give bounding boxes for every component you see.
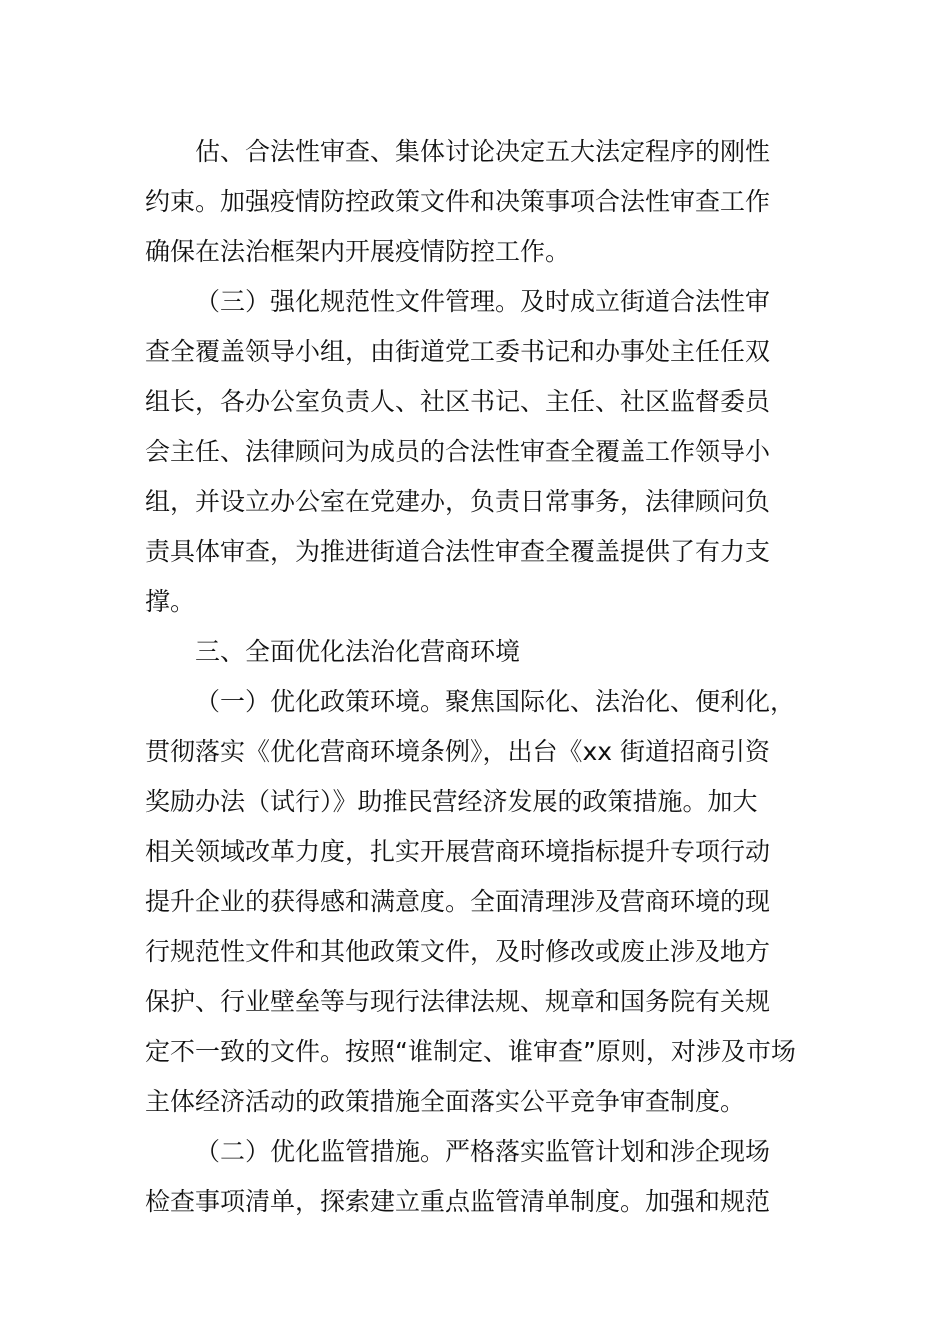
text-line: 检查事项清单，探索建立重点监管清单制度。加强和规范 <box>145 1187 771 1216</box>
text-line: 主体经济活动的政策措施全面落实公平竞争审查制度。 <box>145 1087 746 1116</box>
text-line: 行规范性文件和其他政策文件，及时修改或废止涉及地方 <box>145 937 771 966</box>
text-line: 确保在法治框架内开展疫情防控工作。 <box>145 237 571 266</box>
text-line: 估、合法性审查、集体讨论决定五大法定程序的刚性 <box>195 137 771 166</box>
text-line: 责具体审查，为推进街道合法性审查全覆盖提供了有力支 <box>145 537 771 566</box>
text-line: 贯彻落实《优化营商环境条例》，出台《xx 街道招商引资 <box>145 737 771 766</box>
text-line: 三、全面优化法治化营商环境 <box>195 637 521 666</box>
text-line: 会主任、法律顾问为成员的合法性审查全覆盖工作领导小 <box>145 437 771 466</box>
text-line: （一）优化政策环境。聚焦国际化、法治化、便利化， <box>195 687 796 716</box>
text-line: 查全覆盖领导小组，由街道党工委书记和办事处主任任双 <box>145 337 771 366</box>
text-line: 约束。加强疫情防控政策文件和决策事项合法性审查工作 <box>145 187 771 216</box>
text-line: （二）优化监管措施。严格落实监管计划和涉企现场 <box>195 1137 771 1166</box>
text-line: 相关领域改革力度，扎实开展营商环境指标提升专项行动 <box>145 837 771 866</box>
text-line: 组，并设立办公室在党建办，负责日常事务，法律顾问负 <box>145 487 771 516</box>
text-line: 定不一致的文件。按照“谁制定、谁审查”原则，对涉及市场 <box>145 1037 796 1066</box>
text-line: 组长，各办公室负责人、社区书记、主任、社区监督委员 <box>145 387 771 416</box>
text-line: 提升企业的获得感和满意度。全面清理涉及营商环境的现 <box>145 887 771 916</box>
text-line: 撑。 <box>145 587 196 616</box>
text-line: 保护、行业壁垒等与现行法律法规、规章和国务院有关规 <box>145 987 771 1016</box>
text-line: （三）强化规范性文件管理。及时成立街道合法性审 <box>195 287 771 316</box>
text-line: 奖励办法（试行）》助推民营经济发展的政策措施。加大 <box>145 787 758 816</box>
document-body <box>145 127 828 1227</box>
